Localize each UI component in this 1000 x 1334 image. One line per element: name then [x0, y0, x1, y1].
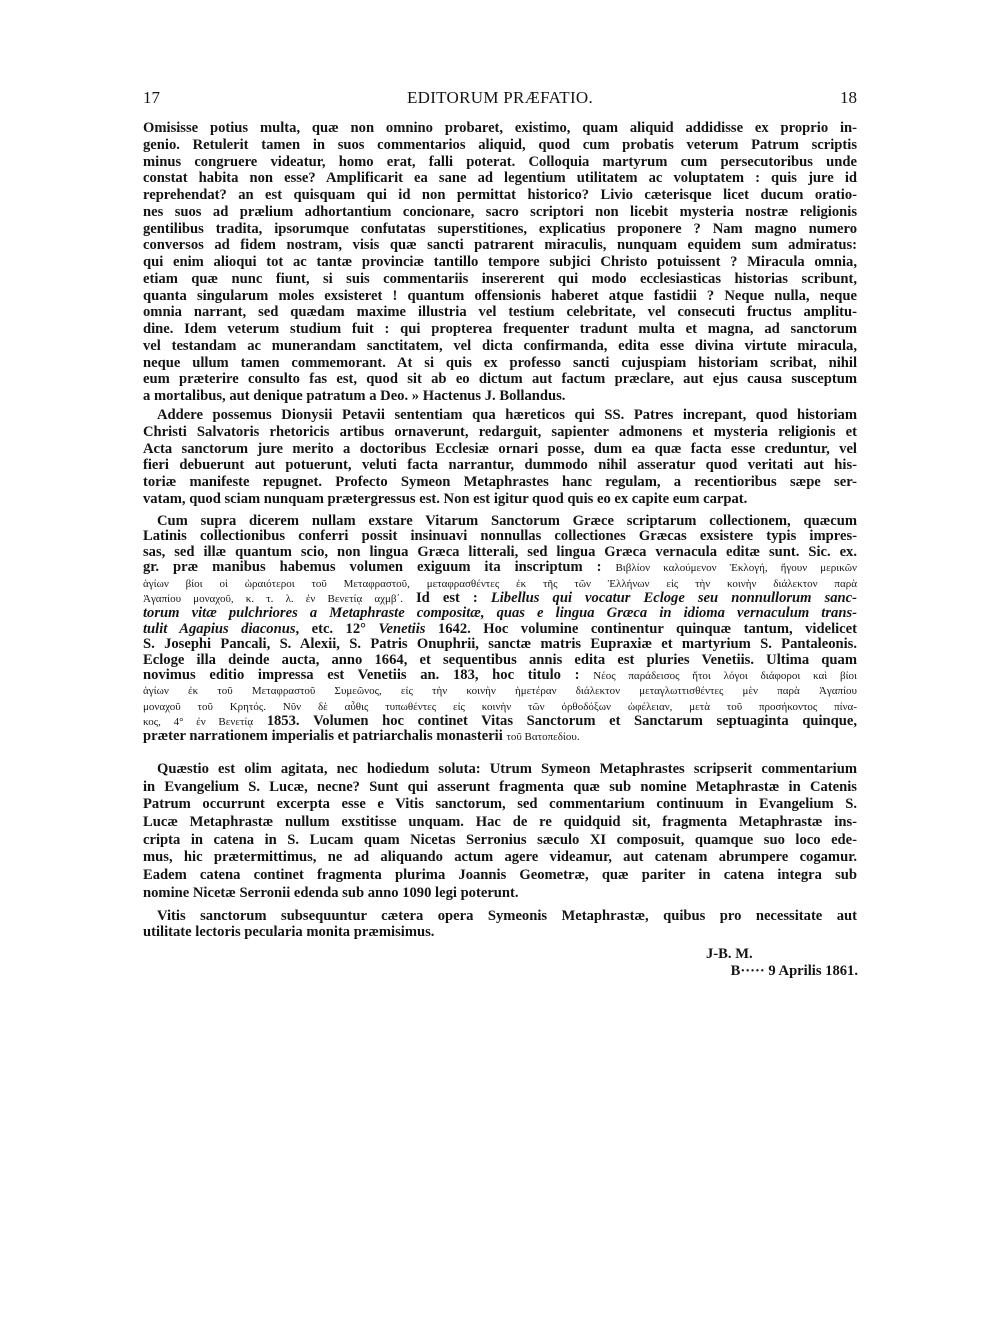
greek-text: μοναχοῦ τοῦ Κρητός. Νῦν δὲ αὖθις τυπωθέντες εἰς κοινὴν τῶν ὀρθοδόξων ὠφέλειαν, μετὰ τοῦ προσήκοντος πίνα- [143, 700, 857, 713]
latin-text: 1642. Hoc volumine continentur quinquæ tantum, videlicet [425, 620, 857, 637]
text-line [143, 668, 857, 683]
latin-text: Latinis collectionibus conferri possit insinuavi nonnullas collectiones Græcas exsistere typis impres- [143, 528, 857, 545]
latin-text: Christi Salvatoris rhetoricis artibus ornaverunt, redarguit, sapienter admonens et mysteria religionis et [143, 423, 857, 440]
text-line [143, 355, 857, 372]
signature-initials: J-B. M. [706, 946, 753, 962]
latin-text: gr. præ manibus habemus volumen exiguum ita inscriptum : [143, 559, 616, 576]
text-line [143, 832, 857, 850]
text-line [143, 576, 857, 591]
latin-text: reprehendat? an est quisquam qui id non permittat historico? Livio cæterisque licet ducum oratio- [143, 187, 857, 203]
text-line [143, 761, 857, 779]
latin-text: sas, sed illæ quantum scio, non lingua Græca litterali, sed lingua Græca vernacula editæ sunt. Sic. ex. [143, 543, 857, 560]
text-line [143, 221, 857, 238]
text-line [143, 909, 857, 925]
greek-text: τοῦ Βατοπεδίου. [506, 731, 580, 744]
paragraph [143, 909, 857, 940]
text-line [143, 424, 857, 441]
latin-text: utilitate lectoris pecularia monita præmisimus. [143, 923, 435, 940]
text-line [143, 729, 857, 744]
text-line [143, 683, 857, 698]
latin-text: 1853. Volumen hoc continet Vitas Sanctorum et Sanctarum septuaginta quinque, [253, 713, 858, 730]
text-line [143, 885, 857, 903]
latin-text: Eadem catena continet fragmenta plurima Joannis Geometræ, quæ pariter in catena integra sub [143, 867, 857, 884]
latin-text: constat habita non esse? Amplificarit ea sane ad legentium utilitatem ac voluptatem : quis jure id [143, 170, 857, 187]
latin-text: a mortalibus, aut denique patratum a Deo. » Hactenus J. Bollandus. [143, 388, 566, 404]
latin-text: etiam quæ nunc fiunt, si suis commentariis insererent qui modo ecclesiasticas historias scribunt, [143, 270, 857, 287]
latin-text: Lucæ Metaphrastæ nullum exstitisse unquam. Hac de re quidquid sit, fragmenta Metaphrastæ ins- [143, 814, 857, 831]
greek-text: Βιβλίον καλούμενον Ἐκλογή, ἤγουν μερικῶν [615, 562, 857, 575]
text-line [143, 304, 857, 321]
greek-text: ἁγίων βίοι οἱ ὡραιότεροι τοῦ Μεταφραστοῦ, μεταφρασθέντες ἐκ τῆς τῶν Ἑλλήνων εἰς τὴν κοινὴν διάλεκτον παρὰ [143, 577, 857, 590]
text-line [143, 254, 857, 271]
text-line [143, 407, 857, 424]
text-line [143, 474, 857, 491]
paragraph [143, 120, 857, 405]
text-line [143, 779, 857, 797]
greek-text: Νέος παράδεισος ἤτοι λόγοι διάφοροι καὶ βίοι [593, 669, 858, 682]
text-line [143, 796, 857, 814]
text-line [143, 154, 857, 171]
text-line [143, 514, 857, 529]
text-line [143, 441, 857, 458]
text-line [143, 849, 857, 867]
latin-text: fieri debuerunt aut potuerunt, veluti facta narrantur, dummodo nihil asseratur quod veritati aut his- [143, 457, 857, 474]
text-line [143, 321, 857, 338]
italic-text: Venetiis [378, 620, 426, 637]
text-line [143, 204, 857, 221]
latin-text: genio. Retulerit tamen in suos commentarios aliquid, quod cum probatis veterum Patrum scriptis [143, 136, 857, 153]
text-line [143, 120, 857, 137]
latin-text: toriæ manifeste repugnet. Profecto Symeon Metaphrastes hanc regulam, a recentioribus sæpe ser- [143, 474, 857, 491]
paragraph [143, 514, 857, 745]
text-line [143, 714, 857, 729]
latin-text: cripta in catena in S. Lucam quam Nicetas Serronius sæculo XI composuit, quamque suo loco ede- [143, 831, 857, 848]
latin-text: S. Josephi Pancali, S. Alexii, S. Patris Onuphrii, sanctæ matris Eupraxiæ et martyrium S. Pantaleonis. [143, 636, 857, 653]
text-line [143, 653, 857, 668]
text-line [143, 606, 857, 621]
paragraph [143, 761, 857, 903]
latin-text: Addere possemus Dionysii Petavii sententiam qua hæreticos qui SS. Patres increpant, quod historiam [157, 407, 857, 423]
latin-text: nomine Nicetæ Serronii edenda sub anno 1090 legi poterunt. [143, 884, 519, 901]
text-line [143, 699, 857, 714]
latin-text: gentilibus tradita, ipsorumque confutatas superstitiones, explicatius proponere ? Nam magno numero [143, 220, 857, 237]
italic-text: Libellus qui vocatur Ecloge seu nonnullorum sanc- [490, 589, 857, 606]
text-line [143, 814, 857, 832]
latin-text: qui enim alioqui tot ac tantæ provinciæ tantillo tempore subjici Christo potuissent ? Miracula omnia, [143, 254, 857, 270]
latin-text: nes suos ad prælium adhortantium concionare, sacro scriptori non licebit mysteria nostræ religionis [143, 203, 857, 220]
latin-text: Vitis sanctorum subsequuntur cætera opera Symeonis Metaphrastæ, quibus pro necessitate aut [157, 908, 857, 924]
page-number-right: 18 [840, 88, 857, 107]
running-title: EDITORUM PRÆFATIO. [406, 88, 594, 107]
page-number-left: 17 [143, 88, 160, 107]
text-line [143, 271, 857, 288]
latin-text: Quæstio est olim agitata, nec hodiedum soluta: Utrum Symeon Metaphrastes scripserit commentarium [157, 761, 857, 777]
text-line [143, 288, 857, 305]
text-line [143, 187, 857, 204]
latin-text: Cum supra dicerem nullam exstare Vitarum Sanctorum Græce scriptarum collectionem, quæcum [157, 513, 857, 529]
latin-text: , etc. 12° [295, 620, 379, 637]
greek-text: κος, 4° ἐν Βενετίᾳ [143, 716, 254, 729]
latin-text: omnia narrant, sed quædam maxime illustria vel testium celebritate, vel consecuti fructus amplitu- [143, 304, 857, 321]
text-line [143, 237, 857, 254]
text-line [143, 529, 857, 544]
greek-text: Ἀγαπίου μοναχοῦ, κ. τ. λ. ἐν Βενετίᾳ αχμβ΄. [143, 592, 403, 605]
signature-date: B····· 9 Aprilis 1861. [730, 963, 858, 979]
latin-text: Acta sanctorum jure merito a doctoribus Ecclesiæ ornari posse, dum ea quæ facta esse creduntur, vel [143, 440, 857, 457]
text-line [143, 560, 857, 575]
text-line [143, 388, 857, 405]
text-line [143, 545, 857, 560]
latin-text: vatam, quod sciam nunquam prætergressus est. Non est igitur quod quis eo ex capite eum carpat. [143, 490, 748, 507]
latin-text: eum præterire consulto fas est, quod sit ab eo dictum aut factum præclare, aut ejus causa susceptum [143, 371, 857, 388]
paragraph [143, 407, 857, 508]
text-line [143, 622, 857, 637]
latin-text: novimus editio impressa est Venetiis an. 183, hoc titulo : [143, 666, 594, 683]
italic-text: tulit Agapius diaconus [143, 620, 296, 637]
latin-text: Patrum occurrunt excerpta esse e Vitis sanctorum, sed commentarium continuum in Evangelium S. [143, 796, 857, 813]
latin-text: præter narrationem imperialis et patriarchalis monasterii [143, 728, 507, 745]
text-line [143, 637, 857, 652]
latin-text: Ecloge illa deinde aucta, anno 1664, et sequentibus annis edita est pluries Venetiis. Ultima quam [143, 651, 857, 668]
latin-text: conversos ad fidem nostram, visis quæ sancti patrarent miraculis, nunquam equidem sum admiratus: [143, 237, 857, 254]
italic-text: torum vitæ pulchriores a Metaphraste compositæ, quas e lingua Græca in idioma vernaculum trans- [143, 605, 857, 622]
text-line [143, 137, 857, 154]
latin-text: minus congruere videatur, homo erat, falli poterat. Colloquia martyrum cum persecutoribus unde [143, 153, 857, 170]
text-line [143, 591, 857, 606]
text-line [143, 457, 857, 474]
text-line [143, 371, 857, 388]
text-line [143, 338, 857, 355]
latin-text: in Evangelium S. Lucæ, necne? Sunt qui asserunt fragmenta quæ sub nomine Metaphrastæ in Catenis [143, 778, 857, 795]
text-line [143, 925, 857, 941]
latin-text: neque ullum tamen commemorant. At si quis ex professo sancti cujuspiam historiam scribat, nihil [143, 354, 857, 371]
latin-text: vel testandam ac munerandam sanctitatem, vel dicta confirmanda, edita esse divina virtute miracula, [143, 337, 857, 354]
latin-text: Omisisse potius multa, quæ non omnino probaret, existimo, quam aliquid addidisse ex proprio in- [143, 120, 857, 136]
latin-text: dine. Idem veterum studium fuit : qui propterea frequenter tradunt multa et magna, ad sanctorum [143, 321, 857, 337]
text-line [143, 170, 857, 187]
text-line [143, 867, 857, 885]
latin-text: quanta singularum moles exsisteret ! quantum offensionis haberet atque fastidii ? Neque nulla, neque [143, 287, 857, 304]
latin-text: Id est : [402, 589, 491, 606]
latin-text: mus, hic prætermittimus, ne ad aliquando actum agere videamur, aut catenam abrumpere cogamur. [143, 849, 857, 866]
text-line [143, 491, 857, 508]
greek-text: ἁγίων ἐκ τοῦ Μεταφραστοῦ Συμεῶνος, εἰς τὴν κοινὴν ἡμετέραν διάλεκτον μεταγλωττισθέντες μὲν παρὰ Ἀγαπίου [143, 685, 857, 698]
